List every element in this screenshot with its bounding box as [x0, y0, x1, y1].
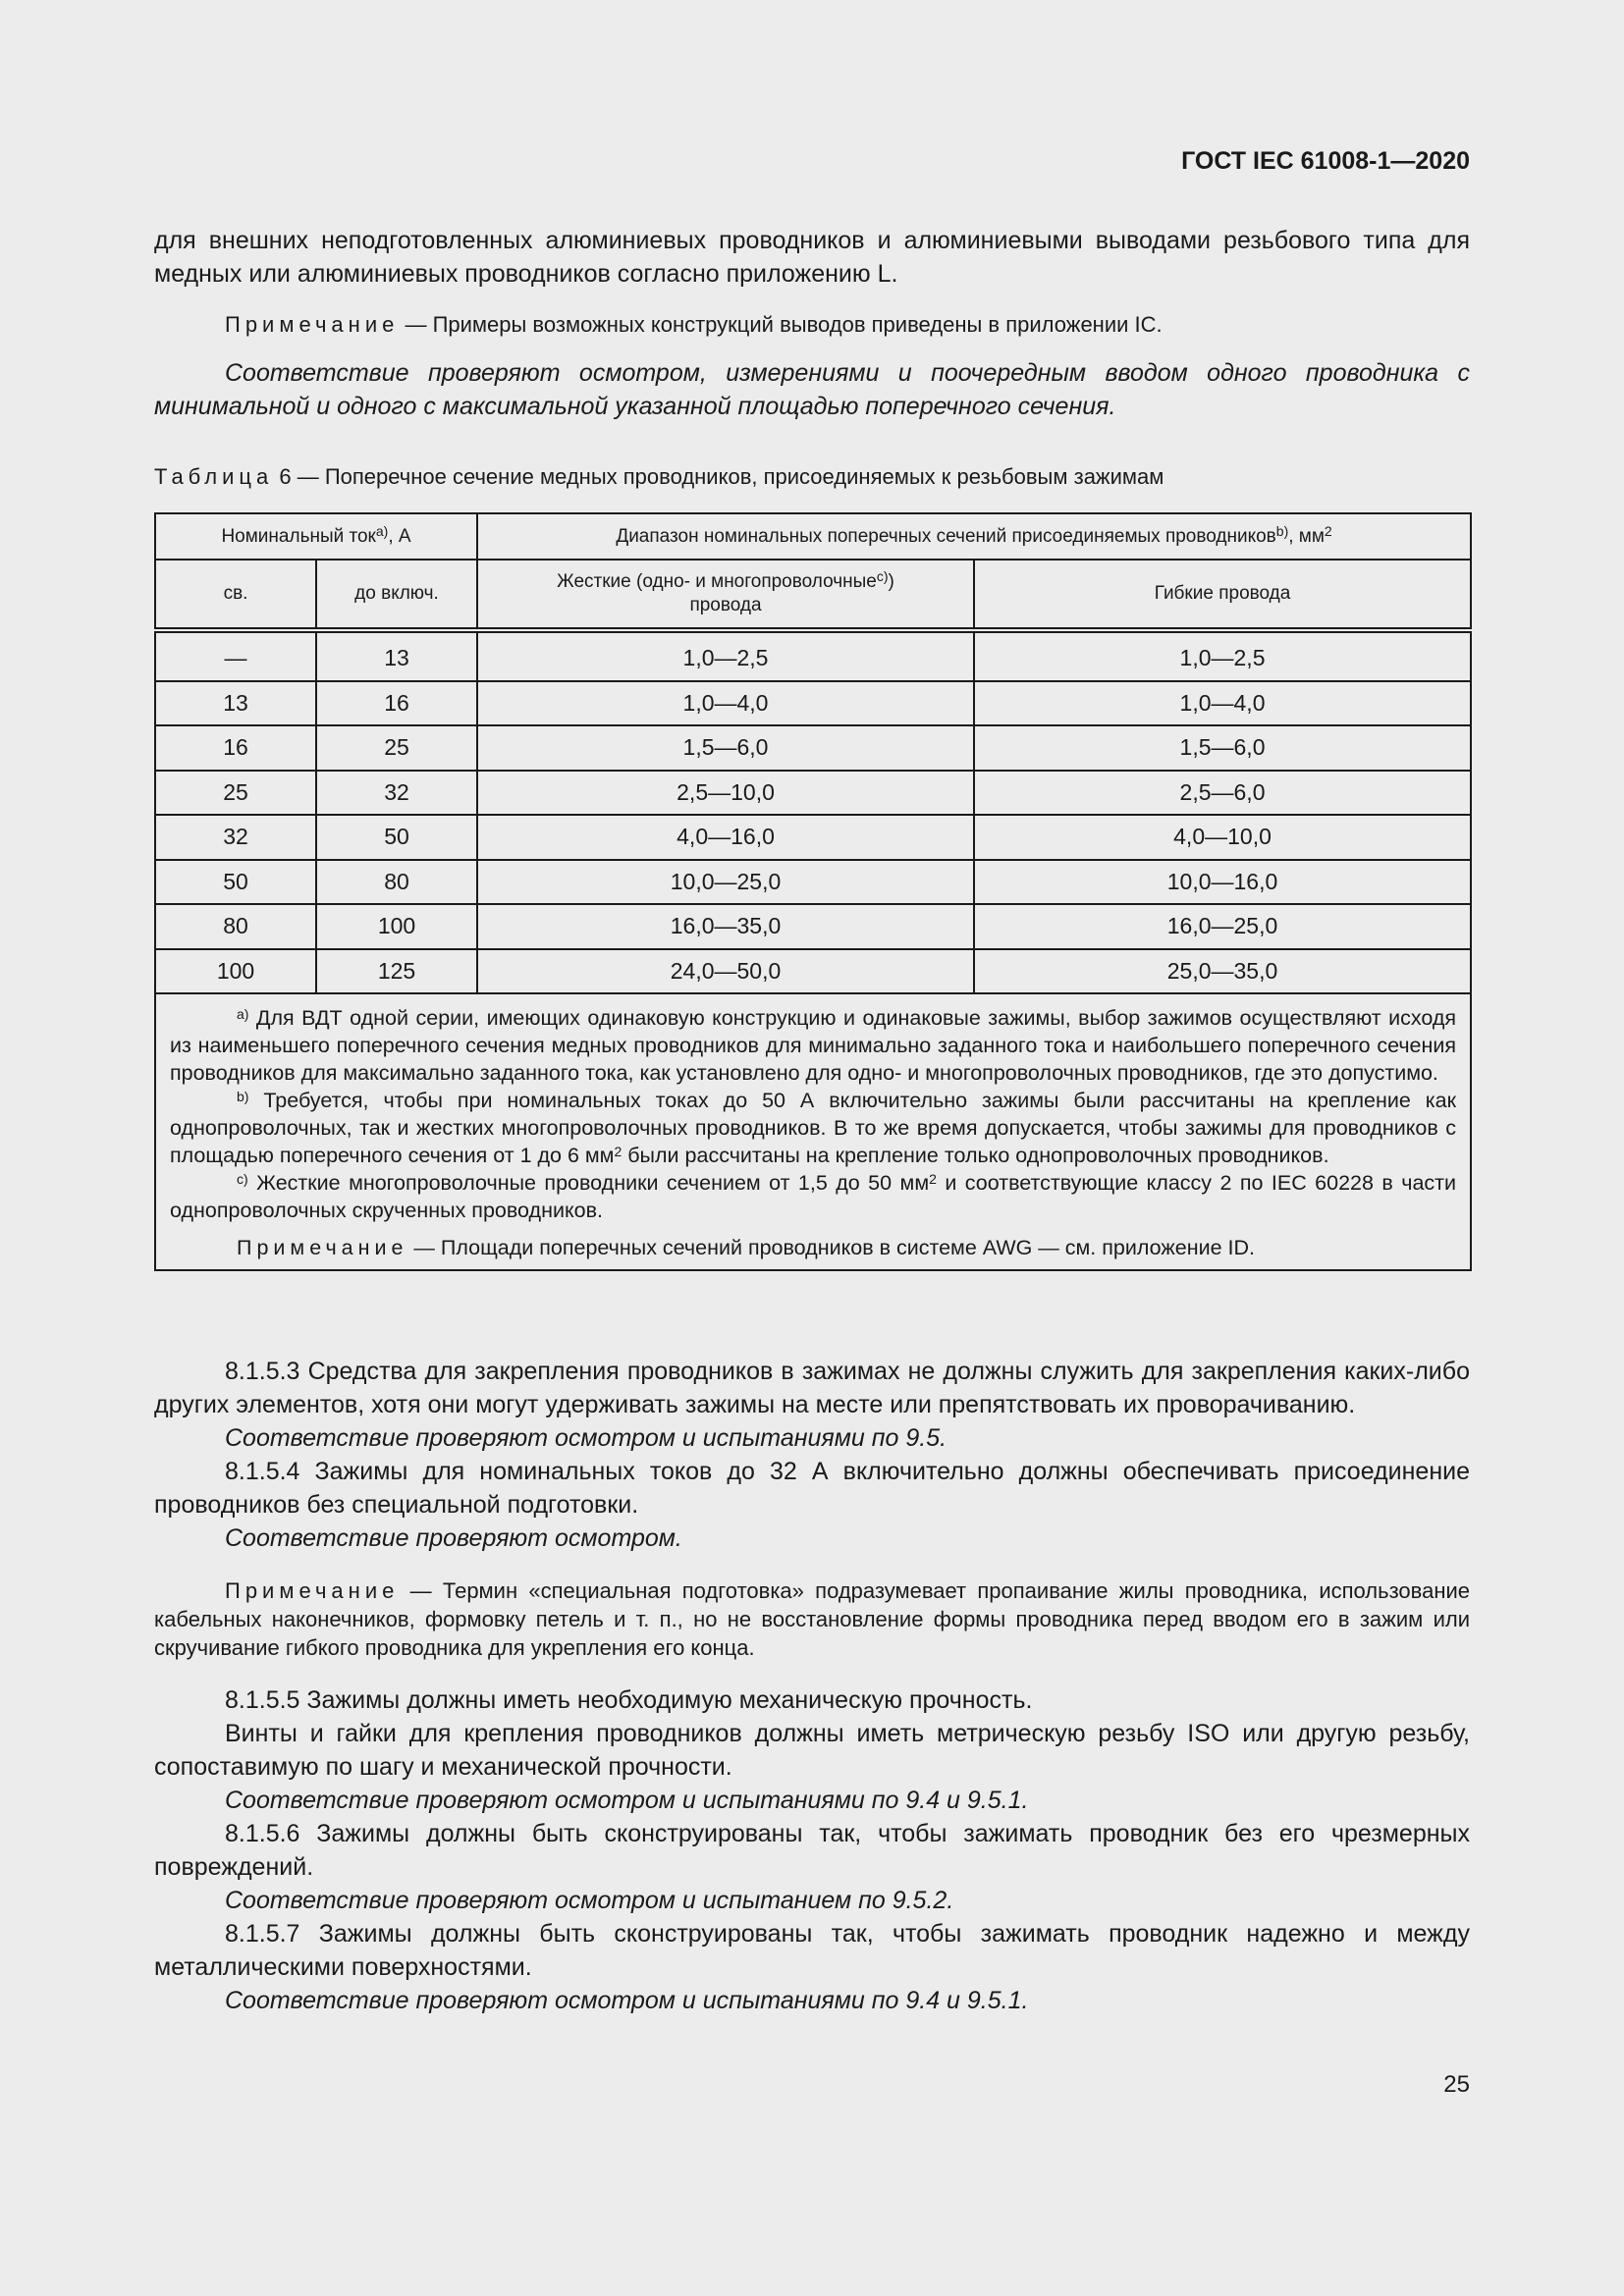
table-caption-text: 6 — Поперечное сечение медных проводников, присоединяемых к резьбовым зажимам — [273, 464, 1164, 489]
clause-8-1-5-3-check: Соответствие проверяют осмотром и испытаниями по 9.5. — [225, 1424, 947, 1452]
cell-to: 125 — [316, 949, 477, 994]
clause-8-1-5-4: 8.1.5.4 Зажимы для номинальных токов до 32 А включительно должны обеспечивать присоединение проводников без специальной подготовки. — [154, 1458, 1470, 1519]
note-label: Примечание — [225, 312, 400, 337]
table-body — [155, 630, 1471, 993]
cell-rigid: 10,0—25,0 — [477, 860, 974, 905]
intro-compliance: Соответствие проверяют осмотром, измерениями и поочередным вводом одного проводника с минимальной и одного с максимальной указанной площадью поперечного сечения. — [154, 359, 1470, 420]
table-caption-label: Таблица — [154, 464, 274, 489]
table-row — [155, 904, 1471, 949]
cell-to: 13 — [316, 630, 477, 681]
conductor-table — [154, 512, 1472, 1271]
table-header-row-1 — [155, 513, 1471, 560]
cell-flex: 10,0—16,0 — [974, 860, 1471, 905]
table-row — [155, 771, 1471, 816]
clause-8-1-5-5: 8.1.5.5 Зажимы должны иметь необходимую механическую прочность. — [225, 1686, 1033, 1714]
footnote-b: $^{b)}$ Требуется, чтобы при номинальных токах до 50 А включительно зажимы были рассчитаны на крепление как однопроволочных, так и жестких многопроволочных проводников. В то же время допускается, чтобы зажимы для проводников с площадью поперечного сечения от 1 до 6 $мм^2$ были рассчитаны на крепление только однопроволочных проводников. — [170, 1089, 1457, 1167]
cell-from: 13 — [155, 681, 316, 726]
intro-note — [154, 310, 1470, 339]
cell-to: 16 — [316, 681, 477, 726]
table-footnotes-row — [155, 993, 1471, 1270]
continuation-paragraph: для внешних неподготовленных алюминиевых проводников и алюминиевыми выводами резьбового типа для медных или алюминиевых проводников согласно приложению L. — [154, 227, 1470, 288]
header-to: до включ. — [316, 560, 477, 630]
cell-from: 50 — [155, 860, 316, 905]
footnote-c: $^{c)}$ Жесткие многопроволочные проводники сечением от 1,5 до 50 $мм^2$ и соответствующие классу 2 по IEC 60228 в части однопроволочных скрученных проводников. — [170, 1171, 1457, 1222]
header-from: св. — [155, 560, 316, 630]
cell-from: — — [155, 630, 316, 681]
note-text: — Примеры возможных конструкций выводов приведены в приложении IC. — [399, 312, 1163, 337]
cell-to: 50 — [316, 815, 477, 860]
cell-flex: 1,5—6,0 — [974, 725, 1471, 771]
cell-flex: 16,0—25,0 — [974, 904, 1471, 949]
clause-8-1-5-3: 8.1.5.3 Средства для закрепления проводников в зажимах не должны служить для закрепления каких-либо других элементов, хотя они могут удерживать зажимы на месте или препятствовать их проворачиванию. — [154, 1358, 1470, 1418]
cell-from: 25 — [155, 771, 316, 816]
table-row — [155, 725, 1471, 771]
clauses-section — [154, 1355, 1470, 2017]
cell-to: 100 — [316, 904, 477, 949]
cell-from: 32 — [155, 815, 316, 860]
document-header: ГОСТ IEC 61008-1—2020 — [1181, 147, 1470, 175]
cell-rigid: 1,0—2,5 — [477, 630, 974, 681]
header-cross-section-range: Диапазон номинальных поперечных сечений присоединяемых проводников$^{b)}$, $мм^2$ — [477, 513, 1471, 560]
header-flexible: Гибкие провода — [974, 560, 1471, 630]
cell-from: 80 — [155, 904, 316, 949]
clause-8-1-5-7-check: Соответствие проверяют осмотром и испытаниями по 9.4 и 9.5.1. — [225, 1987, 1029, 2014]
table-row — [155, 815, 1471, 860]
cell-to: 25 — [316, 725, 477, 771]
page-number: 25 — [1443, 2071, 1470, 2098]
clause-8-1-5-5-check: Соответствие проверяют осмотром и испытаниями по 9.4 и 9.5.1. — [225, 1787, 1029, 1814]
table-note: Примечание — Площади поперечных сечений проводников в системе AWG — см. приложение ID. — [237, 1236, 1255, 1259]
intro-section — [154, 224, 1470, 423]
cell-flex: 1,0—4,0 — [974, 681, 1471, 726]
table-row — [155, 681, 1471, 726]
header-rated-current: Номинальный ток$^{a)}$, А — [155, 513, 477, 560]
footnote-a: $^{a)}$ Для ВДТ одной серии, имеющих одинаковую конструкцию и одинаковые зажимы, выбор зажимов осуществляют исходя из наименьшего поперечного сечения медных проводников для минимально заданного тока и наибольшего поперечного сечения проводников для максимально заданного тока, как установлено для одно- и многопроволочных проводников, где это допустимо. — [170, 1006, 1457, 1085]
cell-rigid: 1,0—4,0 — [477, 681, 974, 726]
cell-flex: 2,5—6,0 — [974, 771, 1471, 816]
table-footnotes — [155, 993, 1471, 1270]
cell-from: 100 — [155, 949, 316, 994]
table-row — [155, 949, 1471, 994]
cell-rigid: 1,5—6,0 — [477, 725, 974, 771]
table-row — [155, 860, 1471, 905]
table-row — [155, 630, 1471, 681]
table-caption — [154, 464, 1470, 490]
cell-rigid: 16,0—35,0 — [477, 904, 974, 949]
clause-8-1-5-7: 8.1.5.7 Зажимы должны быть сконструированы так, чтобы зажимать проводник надежно и между металлическими поверхностями. — [154, 1920, 1470, 1981]
cell-from: 16 — [155, 725, 316, 771]
clause-note: Примечание — Термин «специальная подготовка» подразумевает пропаивание жилы проводника, использование кабельных наконечников, формовку петель и т. п., но не восстановление формы проводника перед вводом его в зажим или скручивание гибкого проводника для укрепления его конца. — [154, 1578, 1470, 1660]
cell-rigid: 24,0—50,0 — [477, 949, 974, 994]
cell-flex: 1,0—2,5 — [974, 630, 1471, 681]
cell-to: 32 — [316, 771, 477, 816]
table-header-row-2 — [155, 560, 1471, 630]
clause-8-1-5-5-b: Винты и гайки для крепления проводников должны иметь метрическую резьбу ISO или другую резьбу, сопоставимую по шагу и механической прочности. — [154, 1720, 1470, 1781]
table-wrapper — [154, 512, 1470, 1271]
cell-flex: 4,0—10,0 — [974, 815, 1471, 860]
clause-8-1-5-6-check: Соответствие проверяют осмотром и испытанием по 9.5.2. — [225, 1887, 954, 1914]
cell-rigid: 2,5—10,0 — [477, 771, 974, 816]
clause-8-1-5-4-check: Соответствие проверяют осмотром. — [225, 1524, 682, 1552]
cell-flex: 25,0—35,0 — [974, 949, 1471, 994]
header-rigid: Жесткие (одно- и многопроволочные$^{c)}$) провода — [477, 560, 974, 630]
cell-to: 80 — [316, 860, 477, 905]
document-page — [154, 0, 1470, 2296]
clause-8-1-5-6: 8.1.5.6 Зажимы должны быть сконструированы так, чтобы зажимать проводник без его чрезмерных повреждений. — [154, 1820, 1470, 1881]
cell-rigid: 4,0—16,0 — [477, 815, 974, 860]
